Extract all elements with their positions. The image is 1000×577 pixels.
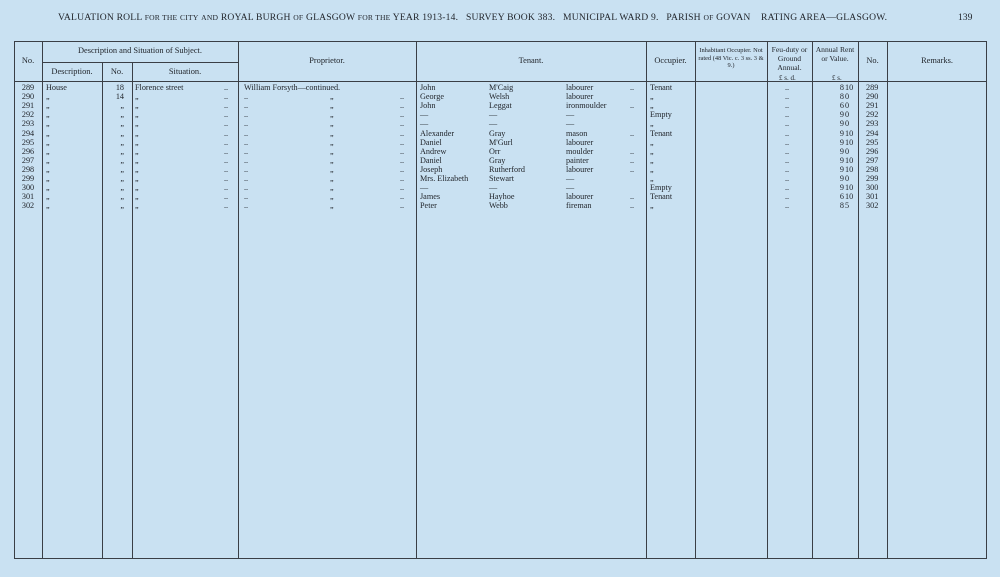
row-tenant-last: Webb [489,201,508,211]
row-situation: „ [135,201,139,211]
row-number: „ [120,183,124,193]
row-occupier: „ [650,155,654,165]
row-no: 293 [21,119,35,129]
row-situation: „ [135,183,139,193]
row-tenant-first: — [420,183,429,193]
col-head-no: No. [21,56,35,65]
row-no-right: 289 [866,83,879,92]
col-head-rent: Annual Rent or Value. [815,45,855,63]
row-occupation-dots: .. [630,155,635,165]
row-no-right: 299 [866,174,879,183]
row-occupation-dots: .. [630,164,635,174]
row-proprietor-ditto: „ [330,92,334,102]
row-proprietor-ditto: „ [330,174,334,183]
col-head-inhabitant: Inhabitant Occupier. Not rated (48 Vic. c. 3 ss. 3 & 9.) [698,47,764,69]
row-proprietor-dots: .. [400,192,405,202]
row-feu: .. [785,92,790,102]
row-rent-pounds: 6 [839,192,844,202]
row-proprietor-ditto: „ [330,110,334,120]
row-situation: „ [135,192,139,202]
row-no-right: 300 [866,183,879,193]
row-tenant-first: Peter [420,201,437,211]
row-occupation: labourer [566,137,594,147]
row-tenant-last: Leggat [489,101,512,111]
row-occupier: „ [650,119,654,129]
col-rule [132,62,133,559]
header-title: VALUATION ROLL [58,12,143,23]
row-no-right: 295 [866,137,879,147]
page-number: 139 [958,12,973,23]
row-no-right: 293 [866,119,879,129]
row-rent-shillings: 10 [845,192,854,202]
row-occupation: — [566,174,575,183]
row-number: 18 [115,83,124,92]
row-proprietor-dots: .. [400,119,405,129]
row-occupier: Tenant [650,192,673,202]
row-proprietor: .. [244,155,249,165]
row-tenant-first: — [420,119,429,129]
row-tenant-last: Welsh [489,92,510,102]
row-situation: „ [135,110,139,120]
row-proprietor-ditto: „ [330,119,334,129]
row-occupier: „ [650,92,654,102]
row-number: 14 [115,92,124,102]
row-number: „ [120,174,124,183]
row-feu: .. [785,137,790,147]
col-rule [887,41,888,559]
row-situation-dots: .. [224,92,229,102]
row-no: 292 [21,110,35,120]
row-occupier: „ [650,146,654,156]
row-number: „ [120,110,124,120]
row-rent-pounds: 8 [839,92,844,102]
row-feu: .. [785,101,790,111]
row-rent-pounds: 9 [839,128,844,138]
row-tenant-last: Orr [489,146,501,156]
row-proprietor: William Forsyth—continued. [244,83,341,92]
row-proprietor-ditto: „ [330,137,334,147]
row-number: „ [120,164,124,174]
row-tenant-last: M'Gurl [489,137,513,147]
row-no-right: 301 [866,192,879,202]
row-rent-pounds: 8 [839,83,844,92]
row-description: „ [46,174,50,183]
row-occupation: — [566,119,575,129]
row-proprietor: .. [244,119,249,129]
row-occupier: „ [650,174,654,183]
row-proprietor-dots: .. [400,155,405,165]
col-rule [238,41,239,559]
row-proprietor-ditto: „ [330,183,334,193]
row-tenant-first: Daniel [420,155,442,165]
row-occupier: „ [650,137,654,147]
row-description: „ [46,183,50,193]
page-header: VALUATION ROLL FOR THE CITY AND ROYAL BURGH OF GLASGOW FOR THE YEAR 1913-14. SURVEY BOOK 383. MUNICIPAL WARD 9. PARISH OF GOVAN RATING AREA—GLASGOW. [58,12,888,23]
row-rent-pounds: 9 [839,183,844,193]
row-number: „ [120,119,124,129]
row-number: „ [120,146,124,156]
row-occupation: moulder [566,146,594,156]
row-tenant-last: Rutherford [489,164,525,174]
row-tenant-last: — [489,110,498,120]
row-proprietor: .. [244,128,249,138]
row-situation: „ [135,128,139,138]
row-proprietor: .. [244,192,249,202]
row-no-right: 302 [866,201,879,211]
row-rent-shillings: 5 [845,201,850,211]
row-number: „ [120,128,124,138]
row-rent-shillings: 0 [845,110,850,120]
row-situation: „ [135,101,139,111]
col-head-no3: No. [866,56,879,65]
row-occupier: „ [650,164,654,174]
row-tenant-first: John [420,83,436,92]
row-proprietor-dots: .. [400,174,405,183]
row-rent-shillings: 10 [845,164,854,174]
col-head-remarks: Remarks. [921,56,953,65]
row-tenant-last: — [489,183,498,193]
row-situation-dots: .. [224,183,229,193]
row-proprietor: .. [244,201,249,211]
row-no: 298 [21,164,35,174]
row-tenant-first: Daniel [420,137,442,147]
col-rule [812,41,813,559]
row-no: 289 [21,83,35,92]
parish-name: GOVAN [716,12,751,23]
col-head-no2: No. [110,67,124,76]
row-number: „ [120,101,124,111]
row-occupation: labourer [566,164,594,174]
row-proprietor-ditto: „ [330,101,334,111]
row-occupier: Tenant [650,83,673,92]
row-proprietor-ditto: „ [330,128,334,138]
row-situation-dots: .. [224,164,229,174]
row-situation: Florence street [135,83,184,92]
col-head-desc-group: Description and Situation of Subject. [78,46,202,55]
row-no-right: 294 [866,128,879,138]
row-no-right: 291 [866,101,879,111]
row-situation: „ [135,119,139,129]
row-feu: .. [785,110,790,120]
rent-unit-label: £ s. [832,74,842,82]
row-number: „ [120,137,124,147]
row-feu: .. [785,146,790,156]
row-tenant-first: George [420,92,444,102]
row-occupation-dots: .. [630,128,635,138]
row-feu: .. [785,128,790,138]
row-rent-pounds: 9 [839,155,844,165]
row-proprietor-dots: .. [400,92,405,102]
row-situation-dots: .. [224,155,229,165]
row-occupation-dots: .. [630,101,635,111]
row-proprietor: .. [244,146,249,156]
row-situation-dots: .. [224,137,229,147]
row-no-right: 290 [866,92,879,102]
row-description: „ [46,92,50,102]
row-situation-dots: .. [224,83,229,92]
col-rule [858,41,859,559]
row-tenant-last: M'Caig [489,83,514,92]
row-proprietor: .. [244,137,249,147]
row-no-right: 297 [866,155,879,165]
row-occupier: „ [650,101,654,111]
row-description: „ [46,137,50,147]
col-head-occupier: Occupier. [654,56,687,65]
row-tenant-first: Andrew [420,146,447,156]
row-description: „ [46,164,50,174]
row-no: 294 [21,128,35,138]
row-rent-pounds: 9 [839,137,844,147]
row-situation-dots: .. [224,174,229,183]
row-occupation: painter [566,155,589,165]
row-rent-shillings: 10 [845,183,854,193]
row-description: „ [46,201,50,211]
row-proprietor-dots: .. [400,101,405,111]
row-rent-shillings: 10 [845,155,854,165]
row-number: „ [120,192,124,202]
row-feu: .. [785,164,790,174]
row-rent-pounds: 9 [839,164,844,174]
row-proprietor: .. [244,164,249,174]
col-head-description: Description. [51,67,93,76]
row-situation: „ [135,155,139,165]
row-feu: .. [785,192,790,202]
row-occupier: „ [650,201,654,211]
row-rent-pounds: 9 [839,119,844,129]
row-tenant-last: Gray [489,128,506,138]
row-feu: .. [785,83,790,92]
row-proprietor-dots: .. [400,137,405,147]
row-occupation: ironmoulder [566,101,607,111]
row-description: „ [46,110,50,120]
row-description: „ [46,146,50,156]
row-proprietor-ditto: „ [330,201,334,211]
col-head-proprietor: Proprietor. [309,56,345,65]
row-proprietor-dots: .. [400,128,405,138]
row-occupation-dots: .. [630,146,635,156]
row-occupation: — [566,183,575,193]
row-no: 301 [21,192,35,202]
row-proprietor: .. [244,183,249,193]
row-tenant-last: Hayhoe [489,192,515,202]
row-no: 299 [21,174,35,183]
col-rule [646,41,647,559]
row-description: „ [46,155,50,165]
row-proprietor-ditto: „ [330,146,334,156]
col-head-situation: Situation. [168,67,202,76]
row-tenant-first: Mrs. Elizabeth [420,174,469,183]
row-occupier: Empty [650,183,672,193]
row-proprietor: .. [244,92,249,102]
row-tenant-first: Joseph [420,164,443,174]
row-rent-shillings: 0 [845,119,850,129]
row-no-right: 298 [866,164,879,174]
row-rent-pounds: 9 [839,110,844,120]
row-description: „ [46,101,50,111]
row-rent-pounds: 9 [839,174,844,183]
row-rent-pounds: 6 [839,101,844,111]
rating-area: RATING AREA—GLASGOW. [760,12,888,23]
row-situation-dots: .. [224,192,229,202]
row-no: 295 [21,137,35,147]
row-description: „ [46,128,50,138]
row-proprietor: .. [244,101,249,111]
row-no: 290 [21,92,35,102]
row-rent-shillings: 0 [845,101,850,111]
row-proprietor-dots: .. [400,183,405,193]
row-occupier: Empty [650,110,672,120]
row-proprietor-ditto: „ [330,164,334,174]
row-rent-shillings: 10 [845,137,854,147]
row-feu: .. [785,174,790,183]
col-rule [695,41,696,559]
row-description: House [46,83,67,92]
row-occupier: Tenant [650,128,673,138]
row-rent-shillings: 10 [845,128,854,138]
row-proprietor-ditto: „ [330,192,334,202]
row-occupation: mason [566,128,588,138]
row-number: „ [120,155,124,165]
row-situation: „ [135,137,139,147]
group-rule [42,62,238,63]
row-situation-dots: .. [224,128,229,138]
row-situation: „ [135,164,139,174]
row-proprietor-ditto: „ [330,155,334,165]
row-no: 297 [21,155,35,165]
col-rule [42,41,43,559]
row-rent-shillings: 0 [845,92,850,102]
row-tenant-first: John [420,101,436,111]
row-tenant-first: James [420,192,441,202]
row-rent-pounds: 9 [839,146,844,156]
col-rule [102,62,103,559]
row-situation-dots: .. [224,119,229,129]
row-occupation-dots: .. [630,192,635,202]
row-number: „ [120,201,124,211]
row-rent-shillings: 0 [845,146,850,156]
row-proprietor: .. [244,174,249,183]
row-feu: .. [785,119,790,129]
row-proprietor-dots: .. [400,201,405,211]
row-no-right: 292 [866,110,879,120]
row-proprietor: .. [244,110,249,120]
row-occupation: labourer [566,192,594,202]
row-occupation: labourer [566,92,594,102]
row-rent-shillings: 0 [845,174,850,183]
row-situation: „ [135,146,139,156]
row-situation: „ [135,174,139,183]
row-rent-pounds: 8 [839,201,844,211]
row-situation-dots: .. [224,101,229,111]
row-no: 296 [21,146,35,156]
row-tenant-last: Gray [489,155,506,165]
row-tenant-first: Alexander [420,128,455,138]
row-occupation: fireman [566,201,592,211]
row-tenant-first: — [420,110,429,120]
row-no: 300 [21,183,35,193]
row-tenant-last: Stewart [489,174,515,183]
row-feu: .. [785,183,790,193]
row-situation-dots: .. [224,110,229,120]
row-feu: .. [785,155,790,165]
row-occupation-dots: .. [630,83,635,92]
row-proprietor-dots: .. [400,164,405,174]
row-occupation-dots: .. [630,201,635,211]
col-rule [416,41,417,559]
row-situation: „ [135,92,139,102]
feu-unit-label: £ s. d. [779,74,796,82]
row-no: 291 [21,101,35,111]
row-feu: .. [785,201,790,211]
col-head-tenant: Tenant. [518,56,544,65]
row-no: 302 [21,201,35,211]
col-rule [767,41,768,559]
row-rent-shillings: 10 [845,83,854,92]
row-proprietor-dots: .. [400,110,405,120]
row-proprietor-dots: .. [400,146,405,156]
row-occupation: — [566,110,575,120]
row-situation-dots: .. [224,146,229,156]
row-description: „ [46,192,50,202]
survey-book: SURVEY BOOK 383. [466,12,556,23]
row-situation-dots: .. [224,201,229,211]
row-tenant-last: — [489,119,498,129]
col-head-feu: Feu-duty or Ground Annual. [771,45,808,72]
municipal-ward: MUNICIPAL WARD 9. [563,12,659,23]
row-occupation: labourer [566,83,594,92]
row-no-right: 296 [866,146,879,156]
row-description: „ [46,119,50,129]
